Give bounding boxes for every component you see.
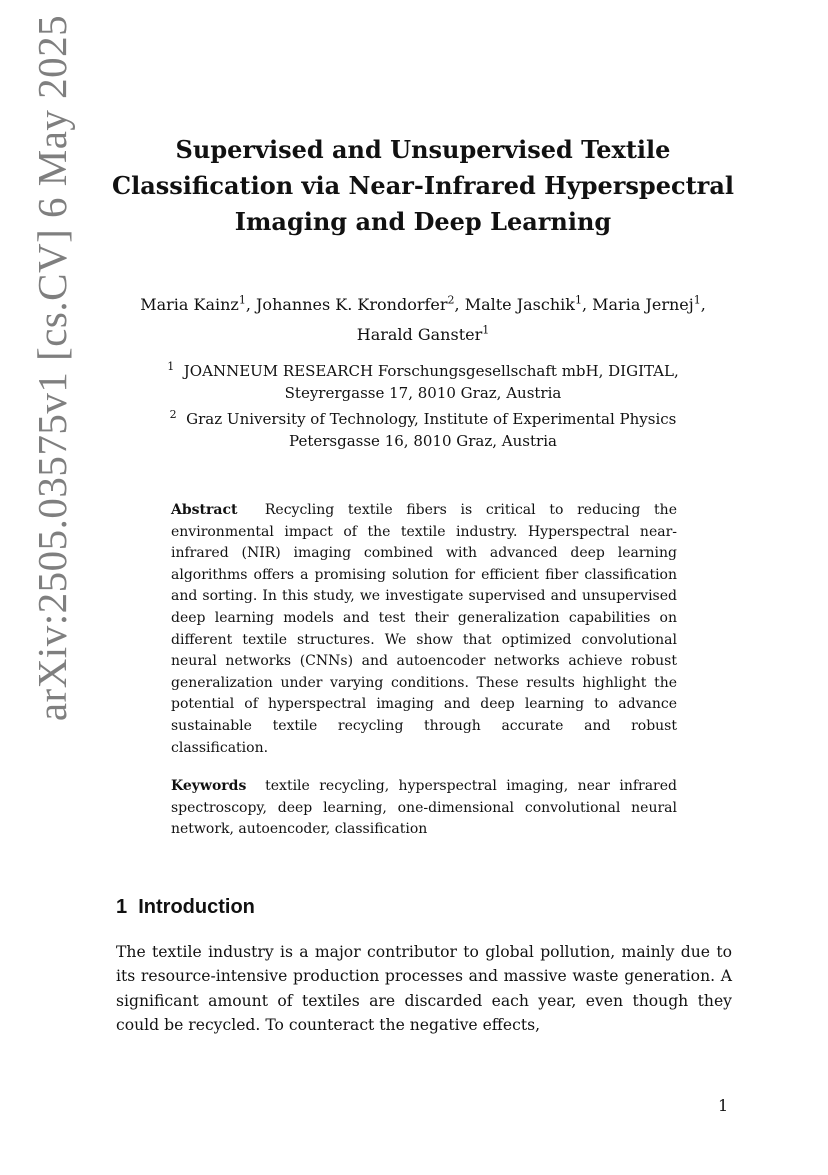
intro-paragraph: The textile industry is a major contributor to global pollution, mainly due to its resource-intensive production processes and massive waste generation. A significant amount of textiles are discarded each year, even though they could be recycled. To counteract the negative effects,	[116, 943, 732, 1034]
author-list	[100, 288, 746, 347]
affiliation-2: $^2$ Graz University of Technology, Institute of Experimental Physics Petersgasse 16, 8010 Graz, Austria	[169, 408, 677, 450]
page-number: 1	[718, 1096, 729, 1115]
keywords	[171, 776, 677, 841]
abstract	[171, 500, 677, 759]
paper-title: Supervised and Unsupervised Textile Classification via Near-Infrared Hyperspectral Imaging and Deep Learning	[111, 135, 734, 236]
keywords-text: textile recycling, hyperspectral imaging, near infrared spectroscopy, deep learning, one-dimensional convolutional neural network, autoencoder, classification	[171, 778, 677, 838]
section-heading	[116, 893, 255, 921]
abstract-text: Recycling textile fibers is critical to reducing the environmental impact of the textile industry. Hyperspectral near-infrared (NIR) imaging combined with advanced deep learning algorithms offers a promising solution for efficient fiber classification and sorting. In this study, we investigate supervised and unsupervised deep learning models and test their generalization capabilities on different textile structures. We show that optimized convolutional neural networks (CNNs) and autoencoder networks achieve robust generalization under varying conditions. These results highlight the potential of hyperspectral imaging and deep learning to advance sustainable textile recycling through accurate and robust classification.	[171, 502, 677, 756]
keywords-label: Keywords	[171, 778, 247, 794]
arxiv-stamp: arXiv:2505.03575v1 [cs.CV] 6 May 2025	[29, 14, 75, 722]
author: Harald Ganster$^1$	[356, 323, 490, 344]
section-number: 1	[116, 896, 128, 918]
author: Maria Kainz$^1$,	[140, 294, 257, 315]
author: Malte Jaschik$^1$,	[464, 294, 593, 315]
author: Maria Jernej$^1$,	[592, 294, 706, 315]
affiliations	[100, 356, 746, 452]
author: Johannes K. Krondorfer$^2$,	[256, 294, 465, 315]
abstract-label: Abstract	[171, 502, 238, 518]
affiliation-1: $^1$ JOANNEUM RESEARCH Forschungsgesellschaft mbH, DIGITAL, Steyrergasse 17, 8010 Graz, Austria	[167, 360, 679, 402]
section-title: Introduction	[138, 896, 255, 918]
